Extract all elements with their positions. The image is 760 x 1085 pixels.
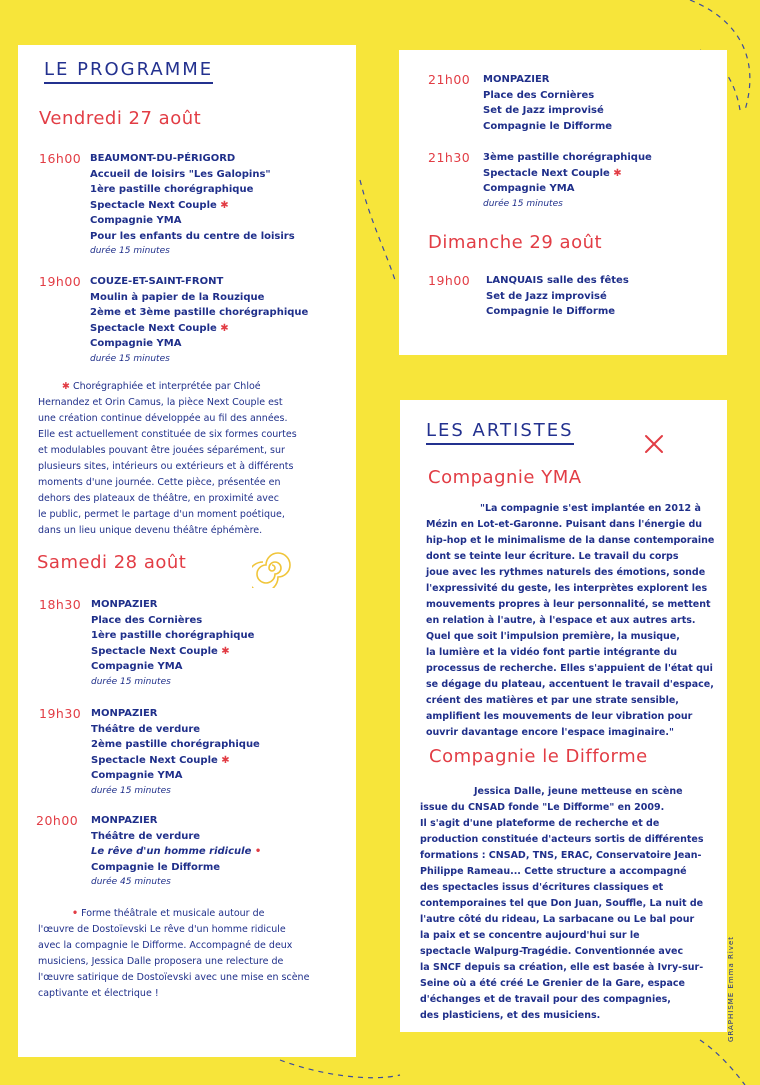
note-line: et modulables pouvant être jouées séparément, sur xyxy=(38,445,285,456)
event-show: Spectacle Next Couple xyxy=(90,199,217,211)
note-line: Chorégraphiée et interprétée par Chloé xyxy=(73,381,261,392)
text-line: des spectacles issus d'écritures classiques et xyxy=(420,882,664,893)
event-venue: Théâtre de verdure xyxy=(91,830,201,842)
asterisk-icon: ✱ xyxy=(220,199,229,211)
note-line: Forme théâtrale et musicale autour de xyxy=(81,908,265,919)
event-place: COUZE-ET-SAINT-FRONT xyxy=(90,276,224,287)
text-line: issue du CNSAD fonde "Le Difforme" en 2009. xyxy=(420,802,665,813)
event-pastille: 2ème et 3ème pastille chorégraphique xyxy=(90,307,309,318)
event-company: Compagnie le Difforme xyxy=(91,861,221,873)
text-line: Quel que soit l'impulsion première, la musique, xyxy=(426,631,680,642)
text-line: en relation à l'autre, à l'espace et aux autres arts. xyxy=(426,615,696,626)
text-line: la paix et se concentre aujourd'hui sur le xyxy=(420,930,640,941)
programme-heading: LE PROGRAMME xyxy=(44,59,213,84)
event-duration: durée 15 minutes xyxy=(90,246,170,256)
note-line: captivante et électrique ! xyxy=(38,988,159,999)
event-show: Set de Jazz improvisé xyxy=(483,105,604,116)
note-line: dehors des plateaux de théâtre, en proximité avec xyxy=(38,493,279,504)
event-time: 19h30 xyxy=(39,706,82,721)
text-line: Jessica Dalle, jeune metteuse en scène xyxy=(474,786,683,797)
text-line: mouvements propres à leur personnalité, se mettent xyxy=(426,599,711,610)
note-line: dans un lieu unique devenu théâtre éphémère. xyxy=(38,525,263,536)
event-duration: durée 15 minutes xyxy=(483,198,563,209)
note-line: l'œuvre de Dostoïevski Le rêve d'un homme ridicule xyxy=(38,924,286,935)
event-pastille: 1ère pastille chorégraphique xyxy=(91,630,255,641)
event-show: Spectacle Next Couple xyxy=(91,754,218,766)
event-venue: Accueil de loisirs "Les Galopins" xyxy=(90,168,271,180)
event-company: Compagnie YMA xyxy=(90,338,182,349)
day-heading-saturday: Samedi 28 août xyxy=(37,552,187,573)
dot-icon: • xyxy=(254,846,262,857)
event-show: Le rêve d'un homme ridicule xyxy=(91,846,252,857)
day-heading-sunday: Dimanche 29 août xyxy=(428,232,603,253)
asterisk-icon: ✱ xyxy=(221,754,230,766)
company-difforme-text xyxy=(420,784,720,1024)
text-line: la SNCF depuis sa création, elle est basée à Ivry-sur- xyxy=(420,962,704,973)
text-line: "La compagnie s'est implantée en 2012 à xyxy=(480,503,701,514)
event-venue: Place des Cornières xyxy=(91,614,203,626)
event-place: BEAUMONT-DU-PÉRIGORD xyxy=(90,153,236,164)
event-show: Spectacle Next Couple xyxy=(90,322,217,334)
asterisk-icon: ✱ xyxy=(221,645,230,657)
text-line: Philippe Rameau... Cette structure a accompagné xyxy=(420,866,687,877)
company-difforme-heading: Compagnie le Difforme xyxy=(429,746,648,767)
note-line: moments d'une journée. Cette pièce, présentée en xyxy=(38,477,281,488)
next-couple-note xyxy=(38,379,350,539)
event-place: LANQUAIS salle des fêtes xyxy=(486,275,629,286)
event-place: MONPAZIER xyxy=(91,599,158,610)
note-line: l'œuvre satirique de Dostoïevski avec une mise en scène xyxy=(38,972,310,983)
event-show: Spectacle Next Couple xyxy=(91,645,218,657)
spiral-icon xyxy=(252,548,292,588)
text-line: se dégage du plateau, accentuent le travail d'espace, xyxy=(426,679,714,690)
event-time: 19h00 xyxy=(428,273,471,288)
text-line: spectacle Walpurg-Tragédie. Conventionnée avec xyxy=(420,946,684,957)
note-line: Elle est actuellement constituée de six formes courtes xyxy=(38,429,297,440)
text-line: l'expressivité du geste, les interprètes explorent les xyxy=(426,583,708,594)
event-company: Compagnie le Difforme xyxy=(486,306,616,317)
note-line: une création continue développée au fil des années. xyxy=(38,413,288,424)
event-place: MONPAZIER xyxy=(483,74,550,85)
event-time: 16h00 xyxy=(39,151,82,166)
event-pastille: 1ère pastille chorégraphique xyxy=(90,184,254,195)
event-show-line xyxy=(91,753,260,769)
event-company: Compagnie le Difforme xyxy=(483,120,613,132)
event-place: MONPAZIER xyxy=(91,708,158,719)
event-venue: Théâtre de verdure xyxy=(91,723,201,735)
event-duration: durée 15 minutes xyxy=(91,785,171,796)
text-line: l'autre côté du rideau, La sarbacane ou Le bal pour xyxy=(420,914,695,925)
text-line: ouvrir davantage encore l'espace imaginaire." xyxy=(426,727,674,738)
text-line: production constituée d'acteurs sortis de différentes xyxy=(420,834,704,845)
note-line: plusieurs sites, intérieurs ou extérieurs et à différents xyxy=(38,461,294,472)
difforme-show-note xyxy=(38,906,350,1002)
event-place: MONPAZIER xyxy=(91,815,158,826)
event-show: Spectacle Next Couple xyxy=(483,167,610,179)
text-line: formations : CNSAD, TNS, ERAC, Conservatoire Jean- xyxy=(420,850,702,861)
text-line: d'échanges et de travail pour des compagnies, xyxy=(420,994,671,1005)
dot-icon: • xyxy=(72,908,79,919)
event-time: 21h30 xyxy=(428,150,471,165)
note-line: musiciens, Jessica Dalle proposera une relecture de xyxy=(38,956,284,967)
event-company: Compagnie YMA xyxy=(90,215,182,226)
programme-card xyxy=(18,45,356,1057)
design-credit: GRAPHISME Emma Rivet xyxy=(727,935,735,1042)
text-line: Il s'agit d'une plateforme de recherche et de xyxy=(420,818,660,829)
day-heading-friday: Vendredi 27 août xyxy=(39,108,202,129)
event-show-line xyxy=(483,166,652,182)
event-time: 19h00 xyxy=(39,274,82,289)
asterisk-icon: ✱ xyxy=(62,381,70,392)
event-venue: Moulin à papier de la Rouzique xyxy=(90,291,265,303)
event-pastille: 2ème pastille chorégraphique xyxy=(91,739,260,750)
text-line: amplifient les mouvements de leur vibration pour xyxy=(426,711,693,722)
event-time: 21h00 xyxy=(428,72,471,87)
event-duration: durée 45 minutes xyxy=(91,877,171,887)
text-line: processus de recherche. Elles s'appuient de l'état qui xyxy=(426,663,713,674)
event-show: Set de Jazz improvisé xyxy=(486,290,607,302)
text-line: des plasticiens, et des musiciens. xyxy=(420,1010,601,1021)
artists-card xyxy=(400,400,727,1032)
text-line: hip-hop et le minimalisme de la danse contemporaine xyxy=(426,535,715,546)
text-line: créent des matières et par une strate sensible, xyxy=(426,695,679,706)
event-time: 18h30 xyxy=(39,597,82,612)
event-venue: Place des Cornières xyxy=(483,89,595,101)
event-pastille: 3ème pastille chorégraphique xyxy=(483,152,652,163)
text-line: Seine où a été créé Le Grenier de la Gare, espace xyxy=(420,978,685,989)
text-line: contemporaines tel que Don Juan, Souffle, La nuit de xyxy=(420,898,704,909)
text-line: Mézin en Lot-et-Garonne. Puisant dans l'énergie du xyxy=(426,519,703,530)
event-show-line xyxy=(90,198,295,214)
text-line: la lumière et la vidéo font partie intégrante du xyxy=(426,647,678,658)
programme-continued-card xyxy=(399,50,727,355)
event-duration: durée 15 minutes xyxy=(91,676,171,687)
event-duration: durée 15 minutes xyxy=(90,353,170,364)
cross-icon xyxy=(643,433,665,455)
event-show-line xyxy=(90,321,308,337)
note-line: le public, permet le partage d'un moment poétique, xyxy=(38,509,285,520)
event-company: Compagnie YMA xyxy=(91,770,183,781)
event-show-line xyxy=(91,844,261,860)
event-company: Compagnie YMA xyxy=(91,661,183,672)
artists-heading: LES ARTISTES xyxy=(426,420,574,445)
asterisk-icon: ✱ xyxy=(613,167,622,179)
event-audience: Pour les enfants du centre de loisirs xyxy=(90,230,295,242)
note-line: avec la compagnie le Difforme. Accompagné de deux xyxy=(38,940,293,951)
text-line: dont se teinte leur écriture. Le travail du corps xyxy=(426,551,679,562)
asterisk-icon: ✱ xyxy=(220,322,229,334)
company-yma-text xyxy=(426,501,721,741)
event-company: Compagnie YMA xyxy=(483,183,575,194)
event-show-line xyxy=(91,644,254,660)
company-yma-heading: Compagnie YMA xyxy=(428,467,582,488)
event-time: 20h00 xyxy=(36,813,79,828)
text-line: joue avec les rythmes naturels des émotions, sonde xyxy=(426,567,706,578)
note-line: Hernandez et Orin Camus, la pièce Next Couple est xyxy=(38,397,283,408)
